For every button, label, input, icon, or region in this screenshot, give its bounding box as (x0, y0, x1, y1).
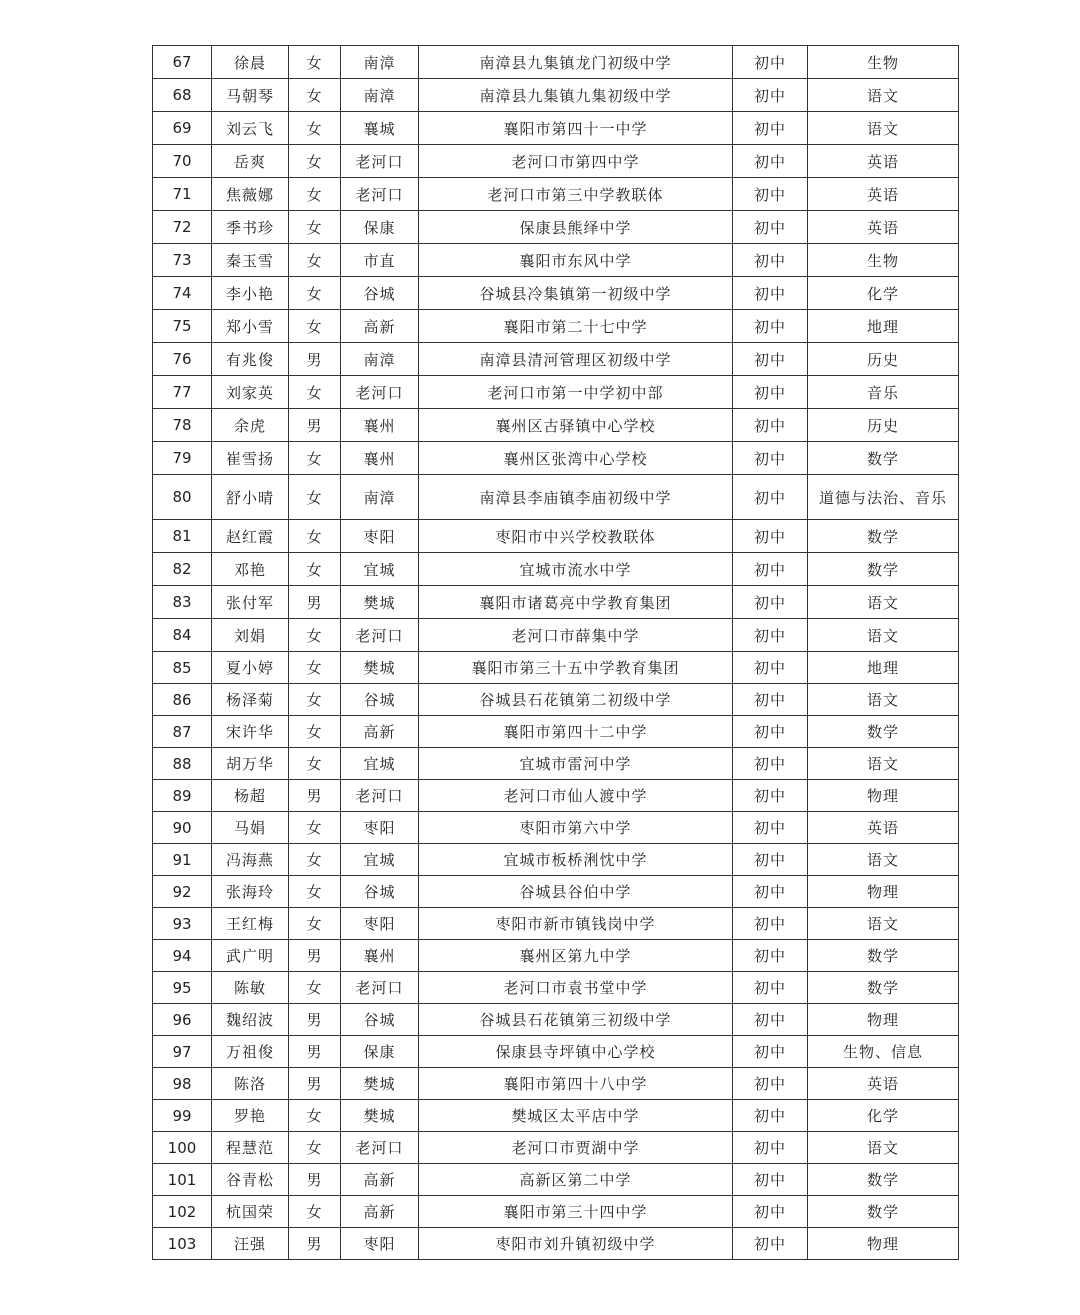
district-cell: 高新 (341, 310, 419, 343)
school-name-cell: 樊城区太平店中学 (419, 1100, 733, 1132)
district-cell: 樊城 (341, 1068, 419, 1100)
school-name-cell: 襄州区张湾中心学校 (419, 442, 733, 475)
teacher-name-cell: 刘云飞 (212, 112, 289, 145)
gender-cell: 女 (289, 442, 341, 475)
school-level-cell: 初中 (733, 1068, 808, 1100)
school-level-cell: 初中 (733, 684, 808, 716)
school-name-cell: 襄阳市第三十四中学 (419, 1196, 733, 1228)
table-row (153, 145, 959, 178)
gender-cell: 男 (289, 586, 341, 619)
school-name-cell: 枣阳市第六中学 (419, 812, 733, 844)
teacher-name-cell: 郑小雪 (212, 310, 289, 343)
table-row (153, 684, 959, 716)
gender-cell: 男 (289, 1068, 341, 1100)
school-name-cell: 老河口市薛集中学 (419, 619, 733, 652)
school-name-cell: 南漳县九集镇九集初级中学 (419, 79, 733, 112)
school-level-cell: 初中 (733, 310, 808, 343)
teacher-name-cell: 李小艳 (212, 277, 289, 310)
district-cell: 枣阳 (341, 1228, 419, 1260)
school-name-cell: 老河口市袁书堂中学 (419, 972, 733, 1004)
gender-cell: 女 (289, 876, 341, 908)
subject-cell: 语文 (808, 79, 959, 112)
school-level-cell: 初中 (733, 178, 808, 211)
subject-cell: 生物 (808, 46, 959, 79)
teacher-name-cell: 马朝琴 (212, 79, 289, 112)
district-cell: 南漳 (341, 46, 419, 79)
row-number-cell: 89 (153, 780, 212, 812)
district-cell: 高新 (341, 1196, 419, 1228)
school-level-cell: 初中 (733, 716, 808, 748)
subject-cell: 英语 (808, 1068, 959, 1100)
subject-cell: 生物、信息 (808, 1036, 959, 1068)
gender-cell: 男 (289, 1228, 341, 1260)
subject-cell: 物理 (808, 780, 959, 812)
school-level-cell: 初中 (733, 652, 808, 684)
subject-cell: 英语 (808, 178, 959, 211)
district-cell: 保康 (341, 211, 419, 244)
table-row (153, 1196, 959, 1228)
school-name-cell: 襄阳市第四十一中学 (419, 112, 733, 145)
subject-cell: 道德与法治、音乐 (808, 475, 959, 520)
district-cell: 南漳 (341, 79, 419, 112)
table-row (153, 1228, 959, 1260)
school-level-cell: 初中 (733, 1100, 808, 1132)
table-row (153, 844, 959, 876)
subject-cell: 数学 (808, 520, 959, 553)
school-name-cell: 老河口市第一中学初中部 (419, 376, 733, 409)
row-number-cell: 86 (153, 684, 212, 716)
school-level-cell: 初中 (733, 1132, 808, 1164)
gender-cell: 男 (289, 343, 341, 376)
subject-cell: 数学 (808, 1164, 959, 1196)
teacher-name-cell: 邓艳 (212, 553, 289, 586)
row-number-cell: 75 (153, 310, 212, 343)
subject-cell: 音乐 (808, 376, 959, 409)
gender-cell: 女 (289, 908, 341, 940)
school-name-cell: 宜城市雷河中学 (419, 748, 733, 780)
district-cell: 市直 (341, 244, 419, 277)
teacher-name-cell: 胡万华 (212, 748, 289, 780)
school-name-cell: 宜城市板桥浰忱中学 (419, 844, 733, 876)
subject-cell: 物理 (808, 1228, 959, 1260)
school-level-cell: 初中 (733, 1228, 808, 1260)
teacher-name-cell: 季书珍 (212, 211, 289, 244)
row-number-cell: 81 (153, 520, 212, 553)
school-level-cell: 初中 (733, 812, 808, 844)
gender-cell: 女 (289, 812, 341, 844)
row-number-cell: 73 (153, 244, 212, 277)
school-name-cell: 枣阳市中兴学校教联体 (419, 520, 733, 553)
teacher-name-cell: 宋许华 (212, 716, 289, 748)
subject-cell: 语文 (808, 586, 959, 619)
gender-cell: 女 (289, 1100, 341, 1132)
teacher-name-cell: 徐晨 (212, 46, 289, 79)
school-name-cell: 南漳县九集镇龙门初级中学 (419, 46, 733, 79)
row-number-cell: 102 (153, 1196, 212, 1228)
gender-cell: 男 (289, 940, 341, 972)
table-row (153, 876, 959, 908)
row-number-cell: 87 (153, 716, 212, 748)
school-name-cell: 南漳县李庙镇李庙初级中学 (419, 475, 733, 520)
teacher-name-cell: 杨超 (212, 780, 289, 812)
school-name-cell: 襄阳市东风中学 (419, 244, 733, 277)
district-cell: 老河口 (341, 376, 419, 409)
table-row (153, 972, 959, 1004)
school-level-cell: 初中 (733, 442, 808, 475)
gender-cell: 女 (289, 1196, 341, 1228)
school-level-cell: 初中 (733, 876, 808, 908)
gender-cell: 女 (289, 748, 341, 780)
subject-cell: 化学 (808, 277, 959, 310)
gender-cell: 女 (289, 716, 341, 748)
school-name-cell: 谷城县冷集镇第一初级中学 (419, 277, 733, 310)
school-name-cell: 高新区第二中学 (419, 1164, 733, 1196)
gender-cell: 女 (289, 553, 341, 586)
table-row (153, 1004, 959, 1036)
gender-cell: 女 (289, 652, 341, 684)
district-cell: 襄州 (341, 442, 419, 475)
school-level-cell: 初中 (733, 553, 808, 586)
subject-cell: 数学 (808, 972, 959, 1004)
table-row (153, 277, 959, 310)
row-number-cell: 76 (153, 343, 212, 376)
row-number-cell: 69 (153, 112, 212, 145)
teacher-name-cell: 秦玉雪 (212, 244, 289, 277)
district-cell: 樊城 (341, 586, 419, 619)
gender-cell: 男 (289, 409, 341, 442)
school-level-cell: 初中 (733, 244, 808, 277)
subject-cell: 英语 (808, 145, 959, 178)
subject-cell: 数学 (808, 1196, 959, 1228)
subject-cell: 物理 (808, 1004, 959, 1036)
teacher-roster-table (152, 45, 959, 1260)
table-row (153, 409, 959, 442)
district-cell: 南漳 (341, 475, 419, 520)
district-cell: 南漳 (341, 343, 419, 376)
school-name-cell: 老河口市第四中学 (419, 145, 733, 178)
row-number-cell: 100 (153, 1132, 212, 1164)
school-name-cell: 枣阳市新市镇钱岗中学 (419, 908, 733, 940)
school-name-cell: 保康县寺坪镇中心学校 (419, 1036, 733, 1068)
district-cell: 谷城 (341, 876, 419, 908)
district-cell: 老河口 (341, 178, 419, 211)
district-cell: 宜城 (341, 844, 419, 876)
teacher-name-cell: 谷青松 (212, 1164, 289, 1196)
district-cell: 老河口 (341, 145, 419, 178)
school-level-cell: 初中 (733, 844, 808, 876)
subject-cell: 数学 (808, 442, 959, 475)
teacher-name-cell: 魏绍波 (212, 1004, 289, 1036)
table-row (153, 112, 959, 145)
teacher-name-cell: 王红梅 (212, 908, 289, 940)
table-row (153, 343, 959, 376)
teacher-name-cell: 张付军 (212, 586, 289, 619)
district-cell: 谷城 (341, 277, 419, 310)
row-number-cell: 98 (153, 1068, 212, 1100)
teacher-name-cell: 杨泽菊 (212, 684, 289, 716)
table-row (153, 244, 959, 277)
teacher-name-cell: 崔雪扬 (212, 442, 289, 475)
gender-cell: 男 (289, 1164, 341, 1196)
district-cell: 谷城 (341, 684, 419, 716)
school-name-cell: 宜城市流水中学 (419, 553, 733, 586)
school-level-cell: 初中 (733, 475, 808, 520)
school-level-cell: 初中 (733, 780, 808, 812)
subject-cell: 数学 (808, 940, 959, 972)
table-row (153, 780, 959, 812)
teacher-name-cell: 赵红霞 (212, 520, 289, 553)
table-row (153, 1164, 959, 1196)
table-row (153, 475, 959, 520)
school-level-cell: 初中 (733, 343, 808, 376)
subject-cell: 英语 (808, 211, 959, 244)
district-cell: 谷城 (341, 1004, 419, 1036)
school-name-cell: 老河口市贾湖中学 (419, 1132, 733, 1164)
table-row (153, 812, 959, 844)
table-row (153, 46, 959, 79)
row-number-cell: 94 (153, 940, 212, 972)
gender-cell: 女 (289, 112, 341, 145)
row-number-cell: 83 (153, 586, 212, 619)
row-number-cell: 84 (153, 619, 212, 652)
school-name-cell: 襄阳市第四十八中学 (419, 1068, 733, 1100)
row-number-cell: 88 (153, 748, 212, 780)
district-cell: 老河口 (341, 1132, 419, 1164)
roster-body (153, 46, 959, 1260)
table-row (153, 1036, 959, 1068)
school-level-cell: 初中 (733, 972, 808, 1004)
subject-cell: 历史 (808, 409, 959, 442)
gender-cell: 女 (289, 244, 341, 277)
gender-cell: 女 (289, 46, 341, 79)
table-row (153, 586, 959, 619)
teacher-name-cell: 余虎 (212, 409, 289, 442)
district-cell: 老河口 (341, 972, 419, 1004)
subject-cell: 物理 (808, 876, 959, 908)
gender-cell: 女 (289, 619, 341, 652)
row-number-cell: 92 (153, 876, 212, 908)
row-number-cell: 95 (153, 972, 212, 1004)
row-number-cell: 68 (153, 79, 212, 112)
table-row (153, 716, 959, 748)
teacher-name-cell: 程慧范 (212, 1132, 289, 1164)
school-name-cell: 襄州区古驿镇中心学校 (419, 409, 733, 442)
teacher-name-cell: 杭国荣 (212, 1196, 289, 1228)
gender-cell: 女 (289, 475, 341, 520)
school-name-cell: 襄州区第九中学 (419, 940, 733, 972)
teacher-name-cell: 万祖俊 (212, 1036, 289, 1068)
teacher-name-cell: 陈洛 (212, 1068, 289, 1100)
row-number-cell: 82 (153, 553, 212, 586)
subject-cell: 语文 (808, 844, 959, 876)
school-level-cell: 初中 (733, 520, 808, 553)
district-cell: 老河口 (341, 619, 419, 652)
subject-cell: 语文 (808, 748, 959, 780)
district-cell: 老河口 (341, 780, 419, 812)
school-level-cell: 初中 (733, 908, 808, 940)
gender-cell: 女 (289, 520, 341, 553)
gender-cell: 女 (289, 145, 341, 178)
teacher-name-cell: 罗艳 (212, 1100, 289, 1132)
teacher-name-cell: 舒小晴 (212, 475, 289, 520)
district-cell: 宜城 (341, 553, 419, 586)
subject-cell: 英语 (808, 812, 959, 844)
teacher-name-cell: 焦薇娜 (212, 178, 289, 211)
school-name-cell: 襄阳市诸葛亮中学教育集团 (419, 586, 733, 619)
gender-cell: 女 (289, 178, 341, 211)
school-level-cell: 初中 (733, 145, 808, 178)
table-row (153, 376, 959, 409)
row-number-cell: 96 (153, 1004, 212, 1036)
district-cell: 枣阳 (341, 812, 419, 844)
school-level-cell: 初中 (733, 112, 808, 145)
subject-cell: 生物 (808, 244, 959, 277)
gender-cell: 女 (289, 1132, 341, 1164)
subject-cell: 语文 (808, 112, 959, 145)
school-level-cell: 初中 (733, 79, 808, 112)
gender-cell: 女 (289, 844, 341, 876)
gender-cell: 男 (289, 1004, 341, 1036)
row-number-cell: 71 (153, 178, 212, 211)
school-level-cell: 初中 (733, 46, 808, 79)
district-cell: 保康 (341, 1036, 419, 1068)
subject-cell: 地理 (808, 310, 959, 343)
district-cell: 枣阳 (341, 908, 419, 940)
school-level-cell: 初中 (733, 1196, 808, 1228)
district-cell: 樊城 (341, 652, 419, 684)
teacher-name-cell: 冯海燕 (212, 844, 289, 876)
school-name-cell: 谷城县石花镇第三初级中学 (419, 1004, 733, 1036)
gender-cell: 女 (289, 972, 341, 1004)
subject-cell: 语文 (808, 1132, 959, 1164)
district-cell: 枣阳 (341, 520, 419, 553)
table-row (153, 1100, 959, 1132)
school-level-cell: 初中 (733, 619, 808, 652)
school-name-cell: 谷城县谷伯中学 (419, 876, 733, 908)
teacher-name-cell: 刘娟 (212, 619, 289, 652)
teacher-name-cell: 张海玲 (212, 876, 289, 908)
subject-cell: 化学 (808, 1100, 959, 1132)
teacher-name-cell: 武广明 (212, 940, 289, 972)
gender-cell: 女 (289, 79, 341, 112)
row-number-cell: 93 (153, 908, 212, 940)
district-cell: 襄城 (341, 112, 419, 145)
district-cell: 襄州 (341, 409, 419, 442)
row-number-cell: 97 (153, 1036, 212, 1068)
subject-cell: 地理 (808, 652, 959, 684)
table-row (153, 442, 959, 475)
school-name-cell: 襄阳市第三十五中学教育集团 (419, 652, 733, 684)
subject-cell: 历史 (808, 343, 959, 376)
row-number-cell: 99 (153, 1100, 212, 1132)
row-number-cell: 103 (153, 1228, 212, 1260)
teacher-name-cell: 夏小婷 (212, 652, 289, 684)
school-name-cell: 南漳县清河管理区初级中学 (419, 343, 733, 376)
school-name-cell: 老河口市第三中学教联体 (419, 178, 733, 211)
row-number-cell: 91 (153, 844, 212, 876)
school-name-cell: 襄阳市第二十七中学 (419, 310, 733, 343)
district-cell: 高新 (341, 716, 419, 748)
gender-cell: 男 (289, 1036, 341, 1068)
gender-cell: 女 (289, 310, 341, 343)
subject-cell: 数学 (808, 716, 959, 748)
table-row (153, 211, 959, 244)
school-level-cell: 初中 (733, 1036, 808, 1068)
row-number-cell: 90 (153, 812, 212, 844)
teacher-name-cell: 汪强 (212, 1228, 289, 1260)
school-level-cell: 初中 (733, 748, 808, 780)
row-number-cell: 77 (153, 376, 212, 409)
table-row (153, 310, 959, 343)
subject-cell: 数学 (808, 553, 959, 586)
school-level-cell: 初中 (733, 1004, 808, 1036)
row-number-cell: 67 (153, 46, 212, 79)
row-number-cell: 70 (153, 145, 212, 178)
table-row (153, 79, 959, 112)
row-number-cell: 85 (153, 652, 212, 684)
table-row (153, 1132, 959, 1164)
school-name-cell: 老河口市仙人渡中学 (419, 780, 733, 812)
table-row (153, 553, 959, 586)
school-name-cell: 谷城县石花镇第二初级中学 (419, 684, 733, 716)
school-level-cell: 初中 (733, 376, 808, 409)
teacher-name-cell: 刘家英 (212, 376, 289, 409)
gender-cell: 女 (289, 211, 341, 244)
teacher-name-cell: 岳爽 (212, 145, 289, 178)
district-cell: 宜城 (341, 748, 419, 780)
school-name-cell: 枣阳市刘升镇初级中学 (419, 1228, 733, 1260)
table-row (153, 748, 959, 780)
row-number-cell: 74 (153, 277, 212, 310)
row-number-cell: 72 (153, 211, 212, 244)
school-level-cell: 初中 (733, 409, 808, 442)
table-row (153, 178, 959, 211)
table-row (153, 652, 959, 684)
district-cell: 高新 (341, 1164, 419, 1196)
table-row (153, 908, 959, 940)
school-level-cell: 初中 (733, 586, 808, 619)
subject-cell: 语文 (808, 908, 959, 940)
subject-cell: 语文 (808, 684, 959, 716)
row-number-cell: 78 (153, 409, 212, 442)
table-row (153, 520, 959, 553)
subject-cell: 语文 (808, 619, 959, 652)
teacher-name-cell: 有兆俊 (212, 343, 289, 376)
district-cell: 樊城 (341, 1100, 419, 1132)
gender-cell: 女 (289, 376, 341, 409)
table-row (153, 940, 959, 972)
gender-cell: 男 (289, 780, 341, 812)
gender-cell: 女 (289, 277, 341, 310)
teacher-name-cell: 陈敏 (212, 972, 289, 1004)
district-cell: 襄州 (341, 940, 419, 972)
school-name-cell: 保康县熊绎中学 (419, 211, 733, 244)
school-level-cell: 初中 (733, 277, 808, 310)
gender-cell: 女 (289, 684, 341, 716)
table-row (153, 619, 959, 652)
school-level-cell: 初中 (733, 940, 808, 972)
row-number-cell: 79 (153, 442, 212, 475)
table-row (153, 1068, 959, 1100)
school-name-cell: 襄阳市第四十二中学 (419, 716, 733, 748)
row-number-cell: 101 (153, 1164, 212, 1196)
school-level-cell: 初中 (733, 1164, 808, 1196)
row-number-cell: 80 (153, 475, 212, 520)
school-level-cell: 初中 (733, 211, 808, 244)
teacher-name-cell: 马娟 (212, 812, 289, 844)
